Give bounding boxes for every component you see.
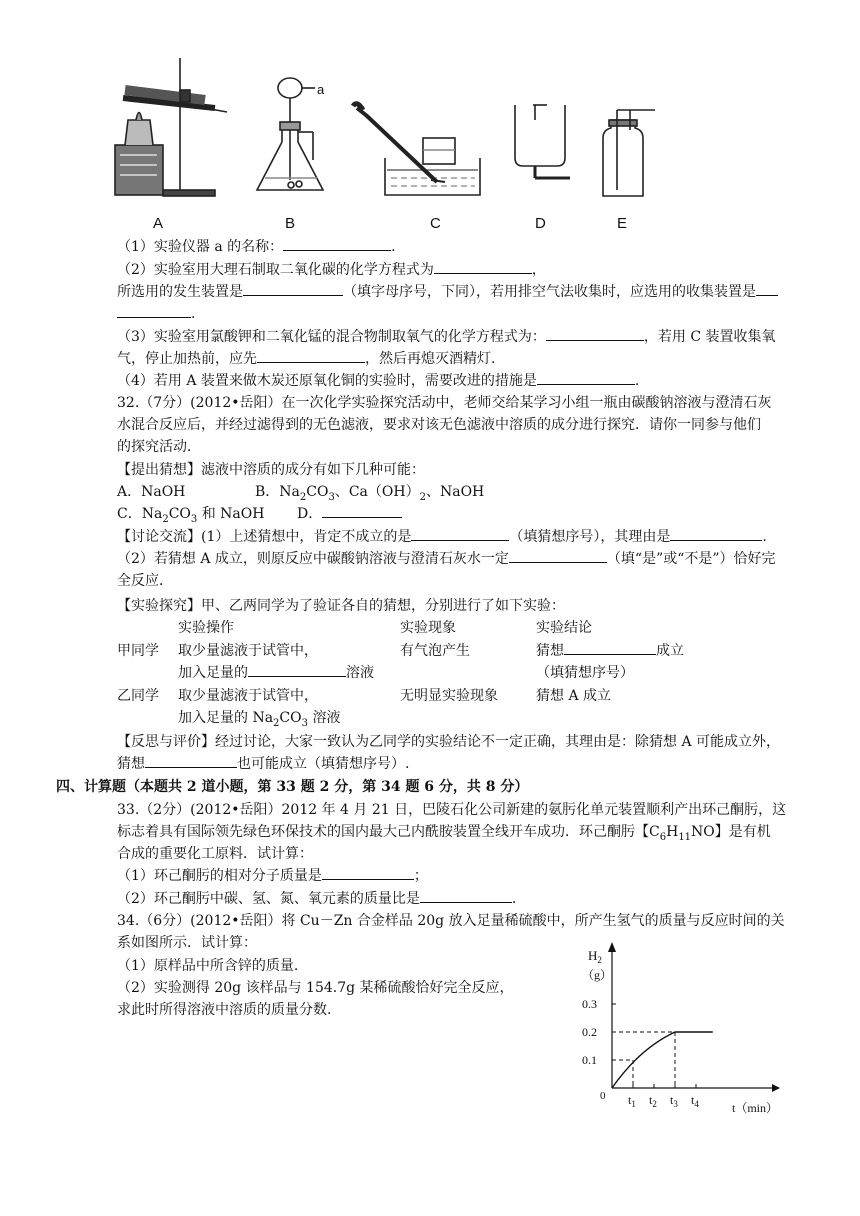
apparatus-c-icon <box>353 104 480 195</box>
q34-part2-line2: 求此时所得溶液中溶质的质量分数. <box>117 1002 332 1018</box>
answer-blank[interactable] <box>756 281 778 296</box>
q31-part2-line1: （2）实验室用大理石制取二氧化碳的化学方程式为 ， <box>117 259 546 281</box>
row-jia-conclusion-note: （填猜想序号） <box>536 665 634 681</box>
answer-blank[interactable] <box>546 326 644 341</box>
q32-discussion-2: （2）若猜想 A 成立，则原反应中碳酸钠溶液与澄清石灰水一定 （填“是”或“不是”）恰好完 <box>117 548 776 570</box>
row-jia-phenomenon: 有气泡产生 <box>400 643 470 659</box>
x-tick-label: $t_4$ <box>691 1093 699 1109</box>
row-yi-label: 乙同学 <box>117 688 159 704</box>
answer-blank[interactable] <box>670 526 762 541</box>
label-part-a: a <box>317 82 325 97</box>
apparatus-d-icon <box>515 105 570 178</box>
apparatus-figure <box>95 50 655 235</box>
y-tick-label: 0.3 <box>582 997 597 1011</box>
apparatus-a-icon <box>115 58 227 196</box>
answer-blank[interactable] <box>243 281 343 296</box>
row-yi-op2: 加入足量的 $Na_2CO_3$ 溶液 <box>178 710 341 729</box>
q33-line-3: 合成的重要化工原料．试计算： <box>117 846 313 862</box>
row-yi-conclusion: 猜想 A 成立 <box>536 688 612 704</box>
q32-option-d: D． <box>297 503 402 525</box>
y-axis-label: $H_2$ <box>588 948 602 965</box>
q32-option-a: A．NaOH <box>117 484 186 500</box>
origin-label: 0 <box>600 1090 606 1102</box>
q33-part1: （1）环己酮肟的相对分子质量是 ； <box>117 865 428 887</box>
q32-intro-2: 水混合反应后，并经过滤得到的无色滤液，要求对该无色滤液中溶质的成分进行探究．请你一同参与他们 <box>117 417 761 433</box>
q32-reflection-1: 【反思与评价】经过讨论，大家一致认为乙同学的实验结论不一定正确，其理由是：除猜想 A 可能成立外， <box>117 734 781 750</box>
x-tick-label: $t_1$ <box>628 1093 636 1109</box>
y-axis-arrow <box>608 942 616 952</box>
hydrogen-mass-chart <box>560 938 800 1123</box>
answer-blank[interactable] <box>434 259 532 274</box>
answer-blank[interactable] <box>322 503 402 518</box>
x-axis-arrow <box>772 1084 780 1092</box>
label-d: D <box>535 215 546 232</box>
apparatus-b-icon <box>257 78 325 190</box>
q32-intro-3: 的探究活动． <box>117 439 201 455</box>
answer-blank[interactable] <box>564 640 656 655</box>
row-jia-label: 甲同学 <box>117 643 159 659</box>
answer-blank[interactable] <box>257 348 365 363</box>
answer-blank[interactable] <box>283 236 391 251</box>
table-header-conclusion: 实验结论 <box>536 620 592 636</box>
label-a: A <box>153 215 164 232</box>
q32-discussion-1: 【讨论交流】(1）上述猜想中，肯定不成立的是 （填猜想序号），其理由是 . <box>117 526 767 548</box>
y-tick-label: 0.2 <box>582 1025 597 1039</box>
q32-option-b: B．$Na_2CO_3$、$Ca(OH)_2$、NaOH <box>255 484 485 503</box>
answer-blank[interactable] <box>248 662 346 677</box>
x-tick-label: $t_3$ <box>670 1093 678 1109</box>
q31-part2-line2: 所选用的发生装置是 （填字母序号，下同），若用排空气法收集时，应选用的收集装置是 <box>117 281 778 303</box>
q33-line-2: 标志着具有国际领先绿色环保技术的国内最大己内酰胺装置全线开车成功．环己酮肟【$C_6H_{11}NO$】是有机 <box>117 824 771 843</box>
x-tick-label: $t_2$ <box>649 1093 657 1109</box>
answer-blank[interactable] <box>537 370 635 385</box>
q32-experiment-heading: 【实验探究】甲、乙两同学为了验证各自的猜想，分别进行了如下实验： <box>117 598 565 614</box>
row-jia-op1: 取少量滤液于试管中， <box>178 643 318 659</box>
q31-part2-line3: . <box>117 303 195 325</box>
row-yi-phenomenon: 无明显实验现象 <box>400 688 498 704</box>
x-axis-label: t（min） <box>732 1101 779 1115</box>
answer-blank[interactable] <box>117 303 191 318</box>
apparatus-e-icon <box>603 110 655 196</box>
q32-guess-heading: 【提出猜想】滤液中溶质的成分有如下几种可能： <box>117 462 425 478</box>
q31-part4: （4）若用 A 装置来做木炭还原氧化铜的实验时，需要改进的措施是 . <box>117 370 639 392</box>
q32-option-c: C．$Na_2CO_3$ 和 NaOH <box>117 506 265 525</box>
table-header-phenomenon: 实验现象 <box>400 620 456 636</box>
answer-blank[interactable] <box>322 865 414 880</box>
row-yi-op1: 取少量滤液于试管中， <box>178 688 318 704</box>
q31-part3-line2: 气，停止加热前，应先 ，然后再熄灭酒精灯. <box>117 348 495 370</box>
row-jia-op2: 加入足量的 溶液 <box>178 662 374 684</box>
q32-reflection-2: 猜想 也可能成立（填猜想序号）. <box>117 753 409 775</box>
table-header-operation: 实验操作 <box>178 620 234 636</box>
answer-blank[interactable] <box>411 526 509 541</box>
q34-line-1: 34.（6分）(2012•岳阳）将 Cu－Zn 合金样品 20g 放入足量稀硫酸中，所产生氢气的质量与反应时间的关 <box>117 913 785 929</box>
q33-line-1: 33.（2分）(2012•岳阳）2012 年 4 月 21 日，巴陵石化公司新建的氨肟化单元装置顺利产出环己酮肟，这 <box>117 802 787 818</box>
q32-discussion-3: 全反应． <box>117 573 173 589</box>
section-4-title: 四、计算题（本题共 2 道小题，第 33 题 2 分，第 34 题 6 分，共 8 分） <box>56 779 529 795</box>
q31-part3-line1: （3）实验室用氯酸钾和二氧化锰的混合物制取氧气的化学方程式为： ，若用 C 装置收集氧 <box>117 326 776 348</box>
label-b: B <box>285 215 296 232</box>
label-c: C <box>430 215 441 232</box>
q31-part1: （1）实验仪器 a 的名称： . <box>117 236 396 258</box>
label-e: E <box>617 215 628 232</box>
y-tick-label: 0.1 <box>582 1053 597 1067</box>
y-axis-unit: （g） <box>582 968 613 982</box>
q33-part2: （2）环己酮肟中碳、氢、氮、氧元素的质量比是 . <box>117 888 516 910</box>
row-jia-conclusion: 猜想 成立 <box>536 640 684 662</box>
answer-blank[interactable] <box>420 888 512 903</box>
answer-blank[interactable] <box>145 753 237 768</box>
q34-part1: （1）原样品中所含锌的质量. <box>117 958 299 974</box>
q32-intro-1: 32.（7分）(2012•岳阳）在一次化学实验探究活动中，老师交给某学习小组一瓶由碳酸钠溶液与澄清石灰 <box>117 395 772 411</box>
q34-line-2: 系如图所示．试计算： <box>117 935 257 951</box>
answer-blank[interactable] <box>509 548 607 563</box>
q34-part2-line1: （2）实验测得 20g 该样品与 154.7g 某稀硫酸恰好完全反应， <box>117 980 514 996</box>
